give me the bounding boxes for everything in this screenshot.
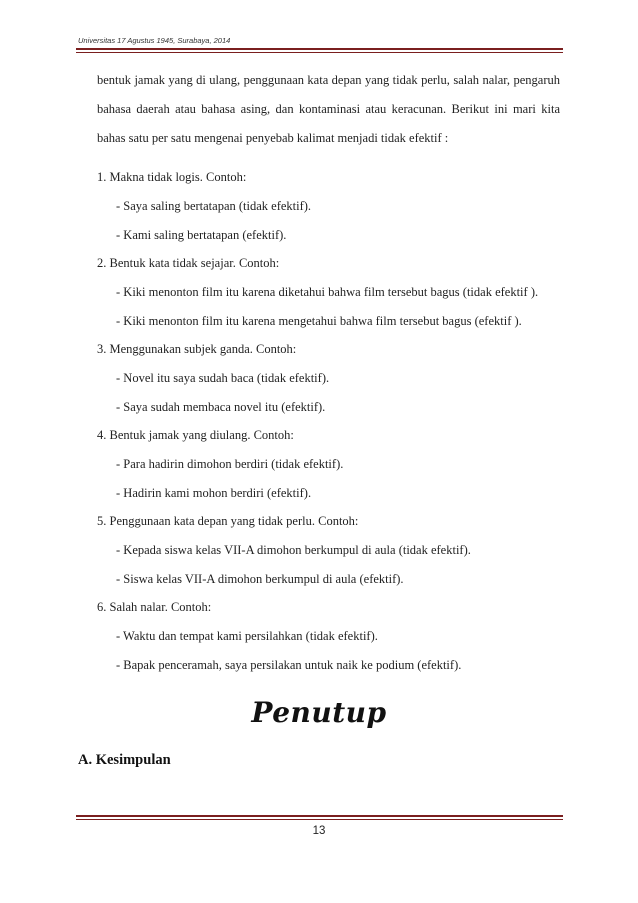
example-5b: - Siswa kelas VII-A dimohon berkumpul di aula (efektif). — [116, 572, 404, 586]
example-6b: - Bapak penceramah, saya persilakan untuk naik ke podium (efektif). — [116, 658, 462, 672]
running-header: Universitas 17 Agustus 1945, Surabaya, 2014 — [78, 36, 231, 45]
example-1a: - Saya saling bertatapan (tidak efektif). — [116, 199, 312, 213]
footer-rule-thin — [76, 819, 563, 820]
list-item-3: 3. Menggunakan subjek ganda. Contoh: — [97, 342, 297, 356]
list-item-4: 4. Bentuk jamak yang diulang. Contoh: — [97, 428, 294, 442]
example-6a: - Waktu dan tempat kami persilahkan (tidak efektif). — [116, 629, 378, 643]
section-title: Penutup — [251, 696, 387, 729]
intro-line-2: bahasa daerah atau bahasa asing, dan kontaminasi atau keracunan. Berikut ini mari kita — [97, 102, 560, 116]
example-1b: - Kami saling bertatapan (efektif). — [116, 228, 287, 242]
intro-line-1: bentuk jamak yang di ulang, penggunaan kata depan yang tidak perlu, salah nalar, pengaruh — [97, 73, 560, 87]
list-item-6: 6. Salah nalar. Contoh: — [97, 600, 212, 614]
example-3b: - Saya sudah membaca novel itu (efektif). — [116, 400, 326, 414]
intro-line-3: bahas satu per satu mengenai penyebab kalimat menjadi tidak efektif : — [97, 131, 449, 145]
example-4b: - Hadirin kami mohon berdiri (efektif). — [116, 486, 312, 500]
example-2b: - Kiki menonton film itu karena mengetahui bahwa film tersebut bagus (efektif ). — [116, 314, 522, 328]
footer-rule-thick — [76, 815, 563, 817]
header-rule-thick — [76, 48, 563, 50]
header-rule-thin — [76, 52, 563, 53]
subsection-heading: A. Kesimpulan — [78, 752, 171, 768]
example-5a: - Kepada siswa kelas VII-A dimohon berkumpul di aula (tidak efektif). — [116, 543, 471, 557]
list-item-2: 2. Bentuk kata tidak sejajar. Contoh: — [97, 256, 280, 270]
example-4a: - Para hadirin dimohon berdiri (tidak efektif). — [116, 457, 344, 471]
list-item-1: 1. Makna tidak logis. Contoh: — [97, 170, 247, 184]
example-2a: - Kiki menonton film itu karena diketahui bahwa film tersebut bagus (tidak efektif ). — [116, 285, 539, 299]
list-item-5: 5. Penggunaan kata depan yang tidak perlu. Contoh: — [97, 514, 359, 528]
page-number: 13 — [312, 825, 326, 837]
example-3a: - Novel itu saya sudah baca (tidak efektif). — [116, 371, 330, 385]
